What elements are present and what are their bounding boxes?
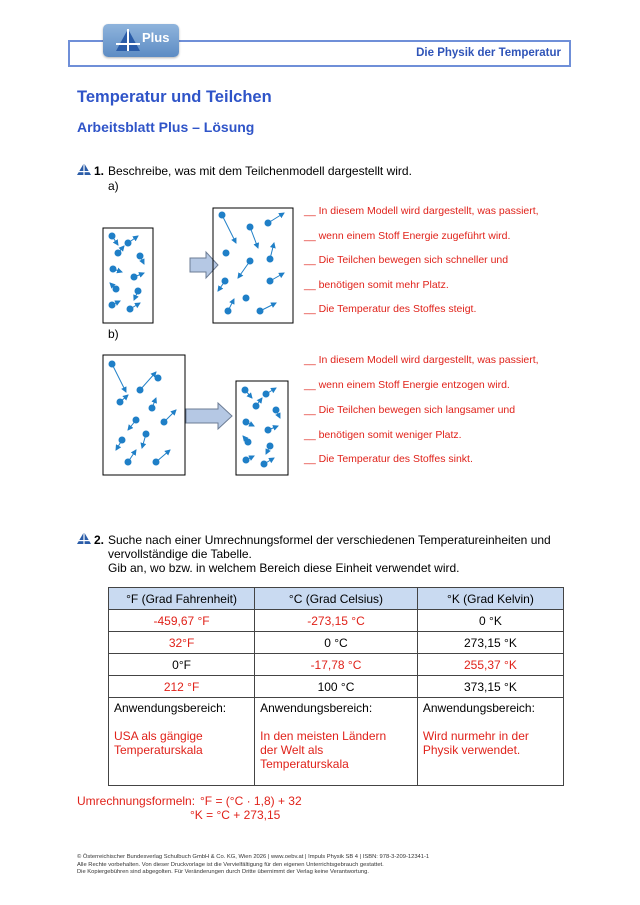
- answer-a-line: __ wenn einem Stoff Energie zugeführt wird.: [304, 230, 511, 242]
- application-text: Physik verwendet.: [422, 743, 521, 757]
- formula-kelvin: °K = °C + 273,15: [190, 808, 281, 822]
- table-cell: 0 °K: [417, 610, 563, 632]
- application-text: USA als gängige: [114, 729, 203, 743]
- task1-question: Beschreibe, was mit dem Teilchenmodell dargestellt wird.: [108, 164, 412, 178]
- application-text: In den meisten Ländern: [260, 729, 387, 743]
- application-text: Wird nurmehr in der: [422, 729, 529, 743]
- table-cell: 0°F: [109, 654, 255, 676]
- table-cell: -273,15 °C: [255, 610, 418, 632]
- answer-a-line: __ Die Temperatur des Stoffes steigt.: [304, 303, 477, 315]
- answer-a-line: __ benötigen somit mehr Platz.: [304, 279, 449, 291]
- task1-part-a: a): [108, 179, 119, 193]
- table-row: [109, 632, 564, 654]
- header-celsius: °C (Grad Celsius): [255, 588, 418, 610]
- page-subtitle: Arbeitsblatt Plus – Lösung: [77, 119, 255, 135]
- header-title: Die Physik der Temperatur: [416, 47, 561, 59]
- header-fahrenheit: °F (Grad Fahrenheit): [109, 588, 255, 610]
- table-header-row: [109, 588, 564, 610]
- footer: [77, 854, 429, 877]
- application-text: Temperaturskala: [114, 743, 203, 757]
- table-cell: -17,78 °C: [255, 654, 418, 676]
- task2-line2: vervollständige die Tabelle.: [108, 547, 252, 561]
- task2-line1: Suche nach einer Umrechnungsformel der verschiedenen Temperatureinheiten und: [108, 533, 551, 547]
- temperature-table: [108, 587, 564, 786]
- task1-part-b: b): [108, 327, 119, 341]
- answer-b-line: __ benötigen somit weniger Platz.: [304, 429, 462, 441]
- table-cell: 373,15 °K: [417, 676, 563, 698]
- table-cell: 255,37 °K: [417, 654, 563, 676]
- triangle-logo-icon: [115, 28, 141, 52]
- answer-b-line: __ Die Teilchen bewegen sich langsamer und: [304, 404, 516, 416]
- page-title: Temperatur und Teilchen: [77, 88, 272, 106]
- application-text: der Welt als: [260, 743, 324, 757]
- application-row: [109, 698, 564, 786]
- task-triangle-icon: [77, 163, 91, 175]
- application-cell-kelvin: [417, 698, 563, 786]
- answer-a-line: __ In diesem Modell wird dargestellt, was passiert,: [304, 205, 539, 217]
- answer-a-line: __ Die Teilchen bewegen sich schneller und: [304, 254, 509, 266]
- application-label: Anwendungsbereich:: [114, 701, 227, 715]
- task2-number: 2.: [94, 533, 105, 547]
- particle-model-a: [98, 203, 298, 328]
- answer-b-line: __ In diesem Modell wird dargestellt, was passiert,: [304, 354, 539, 366]
- application-label: Anwendungsbereich:: [260, 701, 373, 715]
- task2-line3: Gib an, wo bzw. in welchem Bereich diese Einheit verwendet wird.: [108, 561, 460, 575]
- answer-b-line: __ wenn einem Stoff Energie entzogen wird.: [304, 379, 510, 391]
- logo-text: Plus: [142, 30, 170, 45]
- table-cell: 212 °F: [109, 676, 255, 698]
- plus-logo: [103, 24, 179, 57]
- task-triangle-icon: [77, 532, 91, 544]
- table-cell: -459,67 °F: [109, 610, 255, 632]
- formula-fahrenheit: °F = (°C · 1,8) + 32: [200, 794, 302, 808]
- answer-b-line: __ Die Temperatur des Stoffes sinkt.: [304, 453, 473, 465]
- particle-model-b: [98, 350, 298, 480]
- table-row: [109, 654, 564, 676]
- table-cell: 32°F: [109, 632, 255, 654]
- table-row: [109, 676, 564, 698]
- application-label: Anwendungsbereich:: [422, 701, 535, 715]
- footer-line: Alle Rechte vorbehalten. Von dieser Druckvorlage ist die Vervielfältigung für den eigenen Unterrichtsgebrauch gestattet.: [77, 861, 384, 868]
- table-cell: 0 °C: [255, 632, 418, 654]
- table-row: [109, 610, 564, 632]
- application-cell-celsius: [255, 698, 418, 786]
- footer-line: © Österreichischer Bundesverlag Schulbuch GmbH & Co. KG, Wien 2026 | www.oebv.at | Impuls Physik SB 4 | ISBN: 978-3-209-12341-1: [77, 854, 430, 860]
- application-cell-fahrenheit: [109, 698, 255, 786]
- footer-line: Die Kopiergebühren sind abgegolten. Für Veränderungen durch Dritte übernimmt der Verlag keine Verantwortung.: [77, 869, 369, 875]
- header-kelvin: °K (Grad Kelvin): [417, 588, 563, 610]
- formula-label: Umrechnungsformeln:: [77, 794, 196, 808]
- task1-number: 1.: [94, 164, 105, 178]
- table-cell: 100 °C: [255, 676, 418, 698]
- application-text: Temperaturskala: [260, 757, 349, 771]
- table-cell: 273,15 °K: [417, 632, 563, 654]
